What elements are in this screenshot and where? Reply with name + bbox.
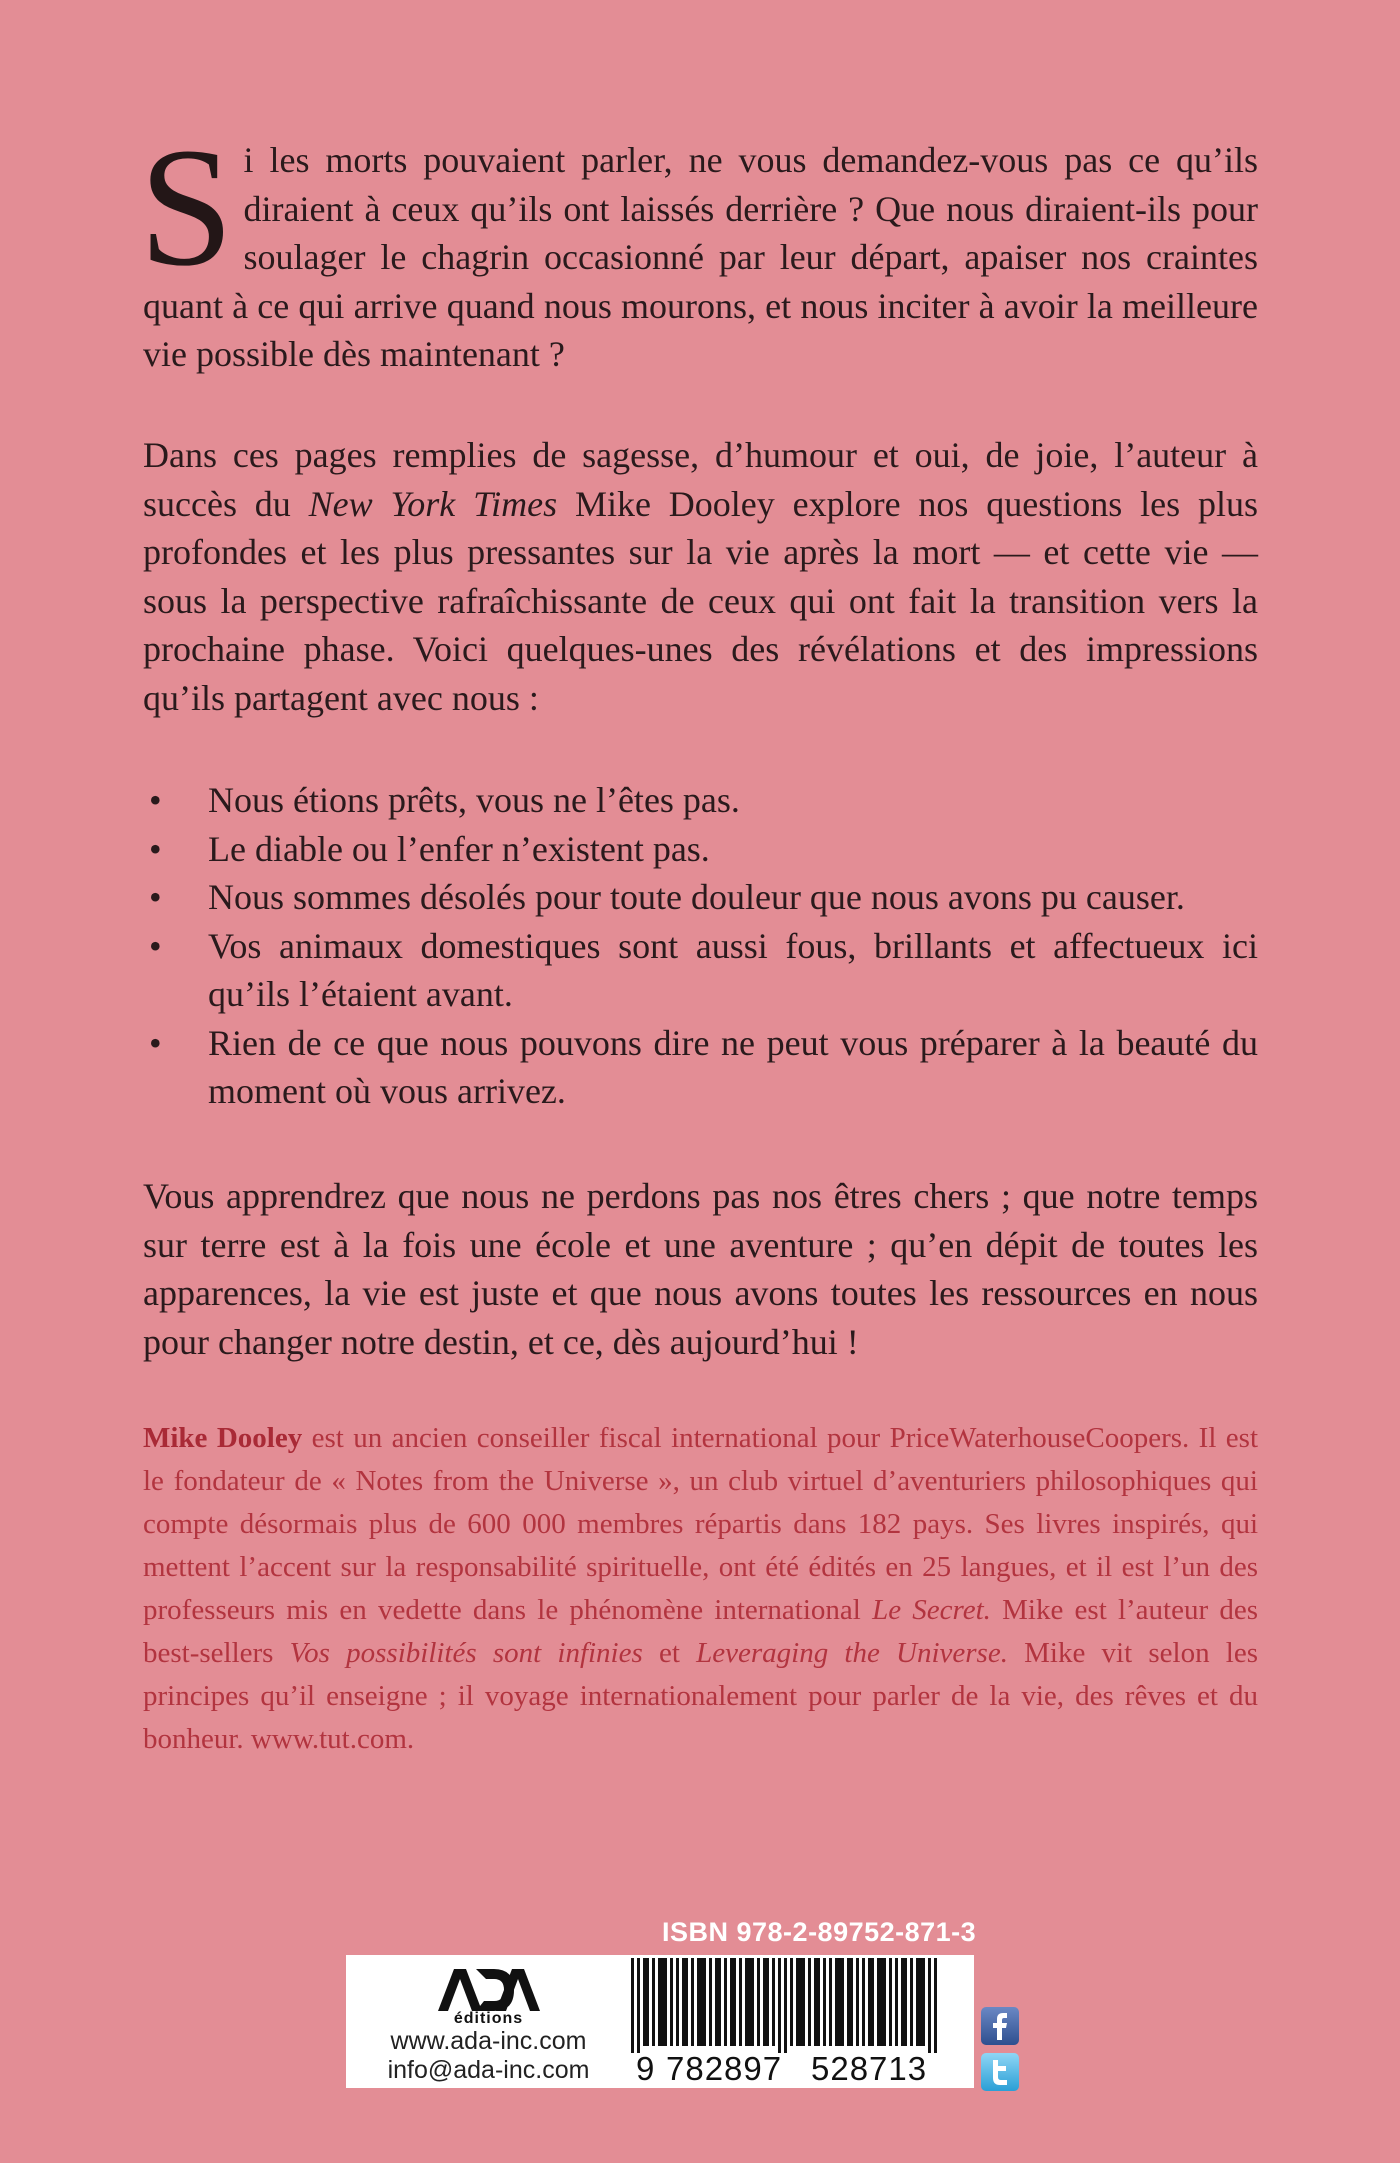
bio-text: et xyxy=(642,1637,697,1669)
bullet-icon: • xyxy=(149,780,162,820)
barcode-panel xyxy=(346,1955,974,2088)
publisher-email[interactable]: info@ada-inc.com xyxy=(387,2056,590,2084)
bullet-icon: • xyxy=(149,1022,162,1063)
description-text-end: Mike Dooley explore nos questions les plus profondes et les plus pressantes sur la vie après la mort — et cette vie — sous la perspective rafraîchissante de ceux qui ont fait la transition vers la prochaine phase. Voici quelques-unes des révélations et des impressions qu’ils partagent avec nous : xyxy=(143,483,1258,718)
author-name: Mike Dooley xyxy=(143,1422,303,1454)
publisher-logo xyxy=(436,1965,541,2013)
list-item xyxy=(143,873,1258,922)
bullet-icon: • xyxy=(149,877,162,917)
author-bio xyxy=(143,1417,1258,1761)
list-item xyxy=(143,776,1258,825)
barcode-digit-first: 9 xyxy=(636,2050,656,2087)
publisher-block xyxy=(346,1955,631,2088)
list-item xyxy=(143,825,1258,874)
list-item-text: Nous sommes désolés pour toute douleur que nous avons pu causer. xyxy=(208,877,1185,917)
list-item-text: Vos animaux domestiques sont aussi fous, brillants et affectueux ici qu’ils l’étaient avant. xyxy=(208,925,1258,1014)
bio-book-title: Leveraging the Universe. xyxy=(696,1637,1008,1669)
barcode xyxy=(621,1958,966,2053)
twitter-icon[interactable] xyxy=(980,2052,1020,2092)
list-item xyxy=(143,922,1258,1019)
list-item-text: Rien de ce que nous pouvons dire ne peut vous préparer à la beauté du moment où vous arrivez. xyxy=(208,1022,1258,1111)
bullet-icon: • xyxy=(149,828,162,869)
publisher-website[interactable]: www.ada-inc.com xyxy=(390,2027,587,2055)
description-paragraph xyxy=(143,431,1258,722)
barcode-digits-group2: 528713 xyxy=(811,2050,928,2087)
barcode-digits-group1: 782897 xyxy=(666,2050,783,2087)
list-item-text: Le diable ou l’enfer n’existent pas. xyxy=(208,828,710,869)
bio-text: Mike est l’auteur des best-sellers xyxy=(143,1594,1258,1669)
list-item xyxy=(143,1019,1258,1116)
newspaper-title: New York Times xyxy=(308,483,558,524)
bio-book-title: Vos possibilités sont infinies xyxy=(289,1637,643,1669)
description-text-start: Dans ces pages remplies de sagesse, d’humour et oui, de joie, l’auteur à succès du xyxy=(143,435,1258,524)
bio-text: Mike vit selon les principes qu’il enseigne ; il voyage internationalement pour parler de la vie, des rêves et du bonheur. www.tut.com. xyxy=(143,1637,1258,1755)
isbn-label: ISBN 978-2-89752-871-3 xyxy=(662,1917,977,1947)
bullet-icon: • xyxy=(149,925,162,966)
bio-text: est un ancien conseiller fiscal international pour PriceWaterhouseCoopers. Il est le fondateur de « Notes from the Universe », un club virtuel d’aventuriers philosophiques qui compte désormais plus de 600 000 membres répartis dans 182 pays. Ses livres inspirés, qui mettent l’accent sur la responsabilité spirituelle, ont été édités en 25 langues, et il est l’un des professeurs mis en vedette dans le phénomène international xyxy=(143,1422,1258,1626)
revelations-list xyxy=(143,776,1258,1116)
intro-paragraph xyxy=(139,113,1258,379)
publisher-logo-subtitle: éditions xyxy=(453,2010,524,2027)
list-item-text: Nous étions prêts, vous ne l’êtes pas. xyxy=(208,780,740,820)
intro-text: i les morts pouvaient parler, ne vous demandez-vous pas ce qu’ils diraient à ceux qu’ils ont laissés derrière ? Que nous diraient-ils pour soulager le chagrin occasionné par leur départ, apaiser nos craintes quant à ce qui arrive quand nous mourons, et nous inciter à avoir la meilleure vie possible dès maintenant ? xyxy=(143,140,1258,374)
bio-book-title: Le Secret. xyxy=(872,1594,991,1626)
facebook-icon[interactable] xyxy=(980,2006,1020,2046)
drop-cap: S xyxy=(139,113,234,301)
closing-paragraph: Vous apprendrez que nous ne perdons pas nos êtres chers ; que notre temps sur terre est à la fois une école et une aventure ; qu’en dépit de toutes les apparences, la vie est juste et que nous avons toutes les ressources en nous pour changer notre destin, et ce, dès aujourd’hui ! xyxy=(143,1176,1258,1362)
